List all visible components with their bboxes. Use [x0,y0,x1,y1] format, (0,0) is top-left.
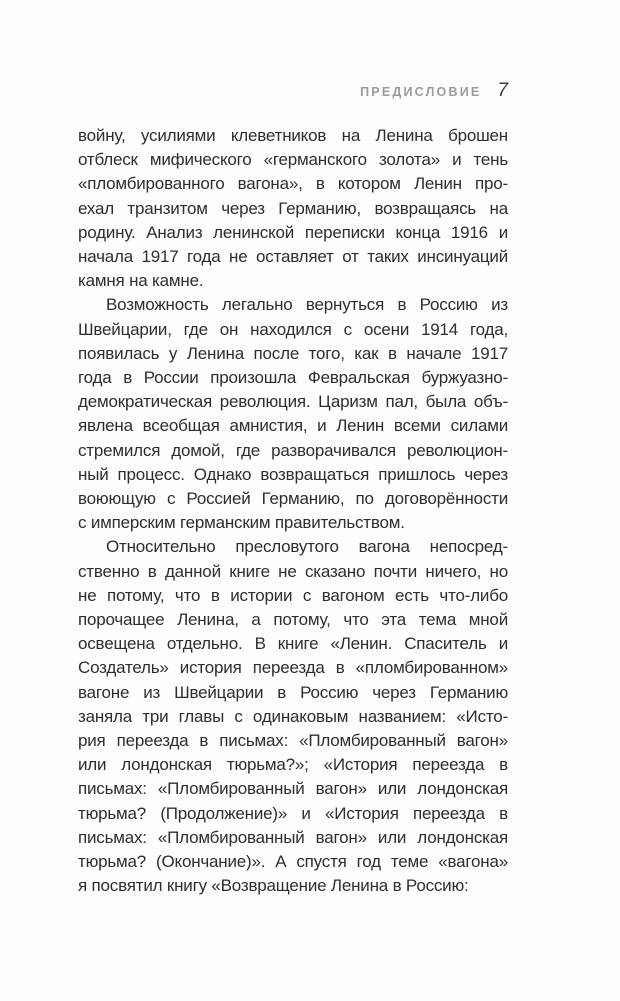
text-line: письмах: «Пломбированный вагон» или лондонская [78,779,508,799]
text-line: Относительно пресловутого вагона непосред- [106,537,508,557]
text-line: тюрьма? (Окончание)». А спустя год теме «вагона» [78,852,508,872]
text-line: освещена отдельно. В книге «Ленин. Спаситель и [78,634,508,654]
text-line: отблеск мифического «германского золота» и тень [78,150,508,170]
text-line: появилась у Ленина после того, как в начале 1917 [78,343,508,363]
text-line: порочащее Ленина, а потому, что эта тема мной [78,610,508,630]
text-line: с имперским германским правительством. [78,513,405,533]
text-line: заняла три главы с одинаковым названием: «Исто- [78,706,508,726]
text-line: рия переезда в письмах: «Пломбированный вагон» [78,731,508,751]
running-header [78,80,508,102]
text-line: письмах: «Пломбированный вагон» или лондонская [78,827,508,847]
text-line: явлена всеобщая амнистия, и Ленин всеми силами [78,416,508,436]
text-line: года в России произошла Февральская буржуазно- [78,368,508,388]
text-line: начала 1917 года не оставляет от таких инсинуаций [78,247,508,267]
text-line: воюющую с Россией Германию, по договорённости [78,489,508,509]
text-line: «пломбированного вагона», в котором Ленин про- [78,174,508,194]
paragraph [78,535,508,898]
text-line: камня на камне. [78,271,204,291]
text-line: Возможность легально вернуться в Россию из [106,295,508,315]
text-line: демократическая революция. Царизм пал, была объ- [78,392,508,412]
running-header-title: ПРЕДИСЛОВИЕ [360,85,482,99]
text-line: вагоне из Швейцарии в Россию через Германию [78,682,508,702]
text-line: или лондонская тюрьма?»; «История переезда в [78,755,508,775]
text-line: стремился домой, где разворачивался революцион- [78,440,508,460]
text-line: не потому, что в истории с вагоном есть что-либо [78,585,508,605]
text-line: Швейцарии, где он находился с осени 1914 года, [78,319,508,339]
text-line: ехал транзитом через Германию, возвращаясь на [78,198,508,218]
text-line: Создатель» история переезда в «пломбированном» [78,658,508,678]
text-line: я посвятил книгу «Возвращение Ленина в Россию: [78,876,469,896]
paragraph [78,124,508,293]
page-number: 7 [497,80,508,101]
paragraph [78,293,508,535]
text-line: ственно в данной книге не сказано почти ничего, но [78,561,508,581]
text-line: ный процесс. Однако возвращаться пришлось через [78,464,508,484]
text-line: тюрьма? (Продолжение)» и «История переезда в [78,803,508,823]
text-line: родину. Анализ ленинской переписки конца 1916 и [78,222,508,242]
text-body [78,124,508,899]
text-line: войну, усилиями клеветников на Ленина брошен [78,126,508,145]
